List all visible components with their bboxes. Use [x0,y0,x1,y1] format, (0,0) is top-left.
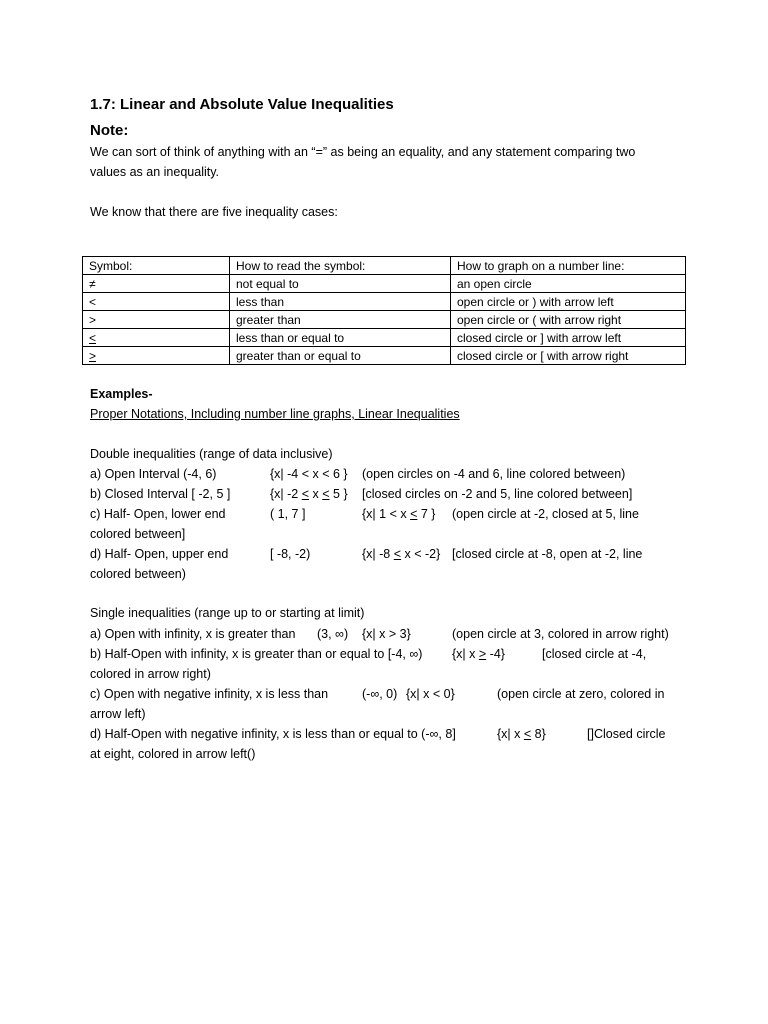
single-b-set: {x| x > -4} [452,647,505,661]
double-d-label: d) Half- Open, upper end [90,547,229,561]
table-row [83,275,686,293]
double-heading: Double inequalities (range of data inclusive) [90,447,333,461]
single-c-set: {x| x < 0} [406,687,455,701]
single-c-interval: (-∞, 0) [362,687,398,701]
double-d-cont: colored between) [90,567,186,581]
table-header-row [83,257,686,275]
table-cell: closed circle or [ with arrow right [451,347,686,365]
double-b-label: b) Closed Interval [ -2, 5 ] [90,487,231,501]
single-c-label: c) Open with negative infinity, x is less than [90,687,329,701]
single-a-desc: (open circle at 3, colored in arrow right) [452,627,669,641]
table-cell: < [83,293,230,311]
table-cell: > [83,311,230,329]
page-title: 1.7: Linear and Absolute Value Inequalities [90,96,394,113]
single-d-set: {x| x < 8} [497,727,546,741]
symbol-greater-equal: > [89,348,97,363]
single-c-cont: arrow left) [90,707,146,721]
double-a-label: a) Open Interval (-4, 6) [90,467,217,481]
table-header-cell: How to graph on a number line: [451,257,686,275]
double-c-interval: ( 1, 7 ] [270,507,306,521]
symbol-less-equal: < [89,330,97,345]
table-cell: greater than [230,311,451,329]
table-row [83,347,686,365]
table-cell: ≠ [83,275,230,293]
table-cell: not equal to [230,275,451,293]
single-a-interval: (3, ∞) [317,627,349,641]
single-b-cont: colored in arrow right) [90,667,211,681]
table-row [83,329,686,347]
table-cell [83,329,230,347]
double-a-desc: (open circles on -4 and 6, line colored between) [362,467,626,481]
single-d-cont: at eight, colored in arrow left() [90,747,256,761]
examples-heading: Examples- [90,387,153,401]
table-header-cell: How to read the symbol: [230,257,451,275]
double-d-set: {x| -8 < x < -2} [362,547,441,561]
table-row [83,311,686,329]
table-header-cell: Symbol: [83,257,230,275]
inequality-table [82,256,686,365]
intro-line-2: values as an inequality. [90,165,220,179]
single-a-label: a) Open with infinity, x is greater than [90,627,296,641]
table-cell: less than or equal to [230,329,451,347]
five-cases-text: We know that there are five inequality cases: [90,205,338,219]
single-b-label: b) Half-Open with infinity, x is greater than or equal to [-4, ∞) [90,647,423,661]
double-b-desc: [closed circles on -2 and 5, line colored between] [362,487,633,501]
double-c-desc: (open circle at -2, closed at 5, line [452,507,639,521]
double-c-cont: colored between] [90,527,186,541]
table-cell: open circle or ) with arrow left [451,293,686,311]
note-heading: Note: [90,122,129,139]
double-b-set: {x| -2 < x < 5 } [270,487,348,501]
double-c-label: c) Half- Open, lower end [90,507,226,521]
single-d-desc: []Closed circle [587,727,666,741]
intro-line-1: We can sort of think of anything with an “=” as being an equality, and any statement comparing two [90,145,636,159]
table-cell: closed circle or ] with arrow left [451,329,686,347]
double-d-interval: [ -8, -2) [270,547,311,561]
table-cell: greater than or equal to [230,347,451,365]
single-b-desc: [closed circle at -4, [542,647,647,661]
table-cell: open circle or ( with arrow right [451,311,686,329]
single-heading: Single inequalities (range up to or starting at limit) [90,606,365,620]
table-cell [83,347,230,365]
table-row [83,293,686,311]
double-a-set: {x| -4 < x < 6 } [270,467,348,481]
single-a-set: {x| x > 3} [362,627,411,641]
table-cell: an open circle [451,275,686,293]
single-d-label: d) Half-Open with negative infinity, x is less than or equal to (-∞, 8] [90,727,456,741]
table-cell: less than [230,293,451,311]
examples-subheading: Proper Notations, Including number line graphs, Linear Inequalities [90,407,460,421]
double-d-desc: [closed circle at -8, open at -2, line [452,547,643,561]
single-c-desc: (open circle at zero, colored in [497,687,665,701]
double-c-set: {x| 1 < x < 7 } [362,507,436,521]
